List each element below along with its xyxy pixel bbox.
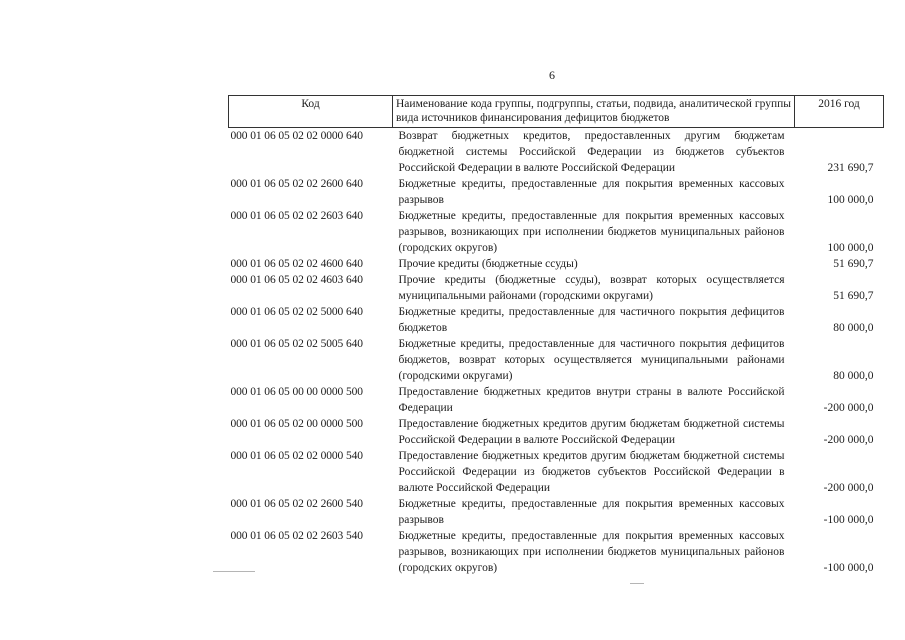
- row-code: 000 01 06 05 02 02 4600 640: [230, 258, 363, 270]
- row-value: 231 690,7: [827, 162, 874, 174]
- table-row: [229, 128, 884, 177]
- row-value: 80 000,0: [833, 370, 874, 382]
- row-name: Возврат бюджетных кредитов, предоставленных другим бюджетам бюджетной системы Российской Федерации из бюджетов субъектов Российской Федерации в валюте Российской Федерации: [398, 130, 785, 174]
- table-header: [229, 96, 884, 128]
- header-code: Код: [229, 96, 393, 128]
- page-number: 6: [549, 68, 555, 82]
- scan-speck: [630, 583, 644, 584]
- row-value: 100 000,0: [827, 194, 874, 206]
- table-row: [229, 528, 884, 576]
- financing-sources-table: [228, 95, 884, 576]
- table-row: [229, 256, 884, 272]
- row-value: -200 000,0: [823, 434, 874, 446]
- table-row: [229, 336, 884, 384]
- row-code: 000 01 06 05 02 02 2600 540: [230, 498, 363, 510]
- row-name: Предоставление бюджетных кредитов другим бюджетам бюджетной системы Российской Федерации в валюте Российской Федерации: [398, 418, 785, 446]
- row-name: Бюджетные кредиты, предоставленные для частичного покрытия дефицитов бюджетов, возврат которых осуществляется муниципальными районами (городскими округами): [398, 338, 785, 382]
- header-row: [229, 96, 884, 128]
- row-value: 51 690,7: [833, 290, 874, 302]
- row-name: Бюджетные кредиты, предоставленные для покрытия временных кассовых разрывов, возникающих при исполнении бюджетов муниципальных районов (городских округов): [398, 530, 785, 574]
- table-row: [229, 384, 884, 416]
- table-row: [229, 304, 884, 336]
- row-value: 100 000,0: [827, 242, 874, 254]
- row-name: Прочие кредиты (бюджетные ссуды): [398, 258, 578, 270]
- row-code: 000 01 06 05 00 00 0000 500: [230, 386, 363, 398]
- row-value: -200 000,0: [823, 482, 874, 494]
- table-row: [229, 208, 884, 256]
- table-row: [229, 496, 884, 528]
- row-code: 000 01 06 05 02 02 0000 640: [230, 130, 363, 142]
- table-row: [229, 448, 884, 496]
- row-code: 000 01 06 05 02 02 2603 540: [230, 530, 363, 542]
- row-name: Предоставление бюджетных кредитов внутри страны в валюте Российской Федерации: [398, 386, 785, 414]
- financing-sources-table-wrapper: [228, 95, 883, 576]
- row-value: 80 000,0: [833, 322, 874, 334]
- row-name: Бюджетные кредиты, предоставленные для покрытия временных кассовых разрывов: [398, 178, 785, 206]
- row-value: -200 000,0: [823, 402, 874, 414]
- table-row: [229, 416, 884, 448]
- row-name: Предоставление бюджетных кредитов другим бюджетам бюджетной системы Российской Федерации из бюджетов субъектов Российской Федерации в валюте Российской Федерации: [398, 450, 785, 494]
- row-code: 000 01 06 05 02 00 0000 500: [230, 418, 363, 430]
- row-code: 000 01 06 05 02 02 2600 640: [230, 178, 363, 190]
- row-code: 000 01 06 05 02 02 0000 540: [230, 450, 363, 462]
- row-code: 000 01 06 05 02 02 2603 640: [230, 210, 363, 222]
- row-code: 000 01 06 05 02 02 5005 640: [230, 338, 363, 350]
- table-row: [229, 272, 884, 304]
- row-value: -100 000,0: [823, 514, 874, 526]
- header-name: Наименование кода группы, подгруппы, статьи, подвида, аналитической группы вида источников финансирования дефицитов бюджетов: [393, 96, 795, 128]
- row-value: 51 690,7: [833, 258, 874, 270]
- row-name: Прочие кредиты (бюджетные ссуды), возврат которых осуществляется муниципальными районами (городскими округами): [398, 274, 785, 302]
- header-year: 2016 год: [795, 96, 884, 128]
- row-name: Бюджетные кредиты, предоставленные для частичного покрытия дефицитов бюджетов: [398, 306, 785, 334]
- scan-speck: [213, 571, 255, 572]
- table-row: [229, 176, 884, 208]
- row-code: 000 01 06 05 02 02 4603 640: [230, 274, 363, 286]
- row-value: -100 000,0: [823, 562, 874, 574]
- row-name: Бюджетные кредиты, предоставленные для покрытия временных кассовых разрывов: [398, 498, 785, 526]
- row-name: Бюджетные кредиты, предоставленные для покрытия временных кассовых разрывов, возникающих при исполнении бюджетов муниципальных районов (городских округов): [398, 210, 785, 254]
- row-code: 000 01 06 05 02 02 5000 640: [230, 306, 363, 318]
- table-body: [229, 128, 884, 577]
